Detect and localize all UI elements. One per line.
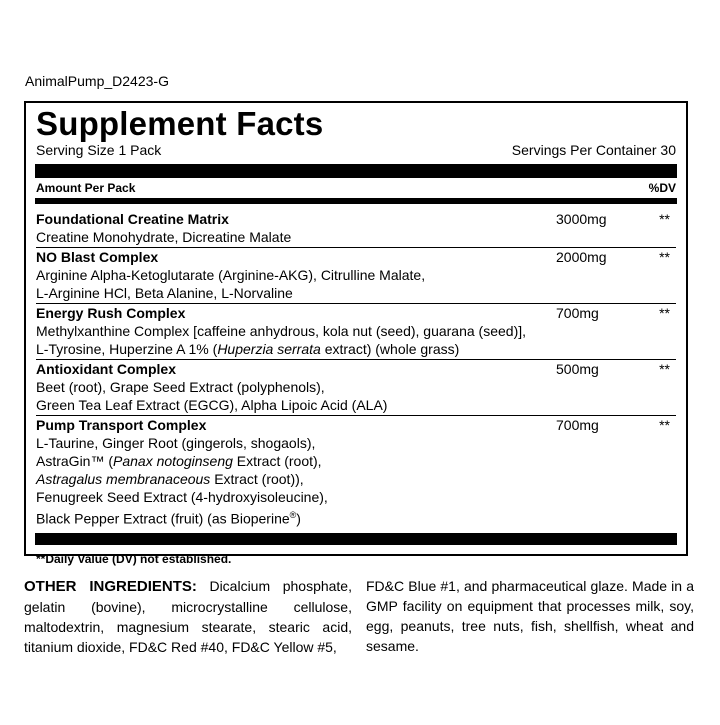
ingredient-name: Foundational Creatine Matrix xyxy=(36,211,229,227)
detail-text: AstraGin™ ( xyxy=(36,453,114,469)
ingredient-row xyxy=(36,416,676,529)
serving-size: Serving Size 1 Pack xyxy=(36,142,162,158)
ingredient-name: Antioxidant Complex xyxy=(36,361,177,377)
other-ingredients xyxy=(24,576,694,657)
ingredient-detail-line xyxy=(36,452,676,470)
detail-text: Panax notoginseng xyxy=(113,453,233,469)
ingredient-detail-line xyxy=(36,488,676,506)
detail-text: ) xyxy=(296,510,301,527)
detail-text: Creatine Monohydrate, Dicreatine Malate xyxy=(36,229,292,245)
footnote: **Daily Value (DV) not established. xyxy=(36,551,232,566)
other-ingredients-col2: FD&C Blue #1, and pharmaceutical glaze. Made in a GMP facility on equipment that processes milk, soy, egg, peanuts, tree nuts, fish, shellfish, wheat and sesame. xyxy=(366,578,694,654)
ingredient-detail-line xyxy=(36,340,676,358)
supplement-facts-panel xyxy=(24,101,688,566)
ingredient-detail-line xyxy=(36,284,676,302)
detail-text: Methylxanthine Complex [caffeine anhydrous, kola nut (seed), guarana (seed)], xyxy=(36,323,527,339)
ingredient-amount: 700mg xyxy=(556,417,599,433)
amount-header: Amount Per Pack xyxy=(36,181,136,195)
ingredient-name: Pump Transport Complex xyxy=(36,417,207,433)
detail-text: Black Pepper Extract (fruit) (as Bioperine xyxy=(36,510,290,527)
ingredient-amount: 3000mg xyxy=(556,211,607,227)
ingredient-name: Energy Rush Complex xyxy=(36,305,186,321)
ingredient-amount: 700mg xyxy=(556,305,599,321)
detail-text: extract) (whole grass) xyxy=(320,341,460,357)
ingredient-dv: ** xyxy=(659,361,670,377)
ingredient-row xyxy=(36,304,676,360)
thick-divider xyxy=(35,533,677,545)
ingredient-dv: ** xyxy=(659,249,670,265)
other-ingredients-text-1: Dicalcium phosphate, gelatin (bovine), microcrystalline cellulose, maltodextrin, magnesium stearate, stearic acid, titanium dioxide, FD&C Red #40, FD&C Yellow #5, xyxy=(24,578,352,655)
ingredient-detail-line xyxy=(36,266,676,284)
detail-text: Green Tea Leaf Extract (EGCG), Alpha Lipoic Acid (ALA) xyxy=(36,397,388,413)
ingredient-dv: ** xyxy=(659,417,670,433)
servings-per-container: Servings Per Container 30 xyxy=(511,142,676,158)
ingredient-amount: 2000mg xyxy=(556,249,607,265)
panel-title: Supplement Facts xyxy=(36,105,324,142)
detail-text: Extract (root)), xyxy=(210,471,304,487)
ingredient-detail-line xyxy=(36,434,676,452)
ingredient-row xyxy=(36,360,676,416)
other-ingredients-col1 xyxy=(24,576,352,657)
detail-text: Beet (root), Grape Seed Extract (polyphenols), xyxy=(36,379,325,395)
other-ingredients-label: OTHER INGREDIENTS: xyxy=(24,578,197,595)
ingredient-rows xyxy=(36,210,676,529)
detail-text: L-Tyrosine, Huperzine A 1% ( xyxy=(36,341,218,357)
ingredient-detail-line xyxy=(36,322,676,340)
detail-text: L-Taurine, Ginger Root (gingerols, shogaols), xyxy=(36,435,316,451)
dv-header: %DV xyxy=(648,181,676,195)
detail-text: Huperzia serrata xyxy=(217,341,321,357)
detail-text: L-Arginine HCl, Beta Alanine, L-Norvaline xyxy=(36,285,293,301)
detail-text: Extract (root), xyxy=(232,453,322,469)
product-code: AnimalPump_D2423-G xyxy=(25,73,169,89)
ingredient-dv: ** xyxy=(659,305,670,321)
ingredient-detail-line xyxy=(36,506,676,528)
ingredient-detail-line xyxy=(36,396,676,414)
column-header xyxy=(36,178,676,198)
ingredient-amount: 500mg xyxy=(556,361,599,377)
thick-divider xyxy=(35,164,677,178)
ingredient-detail-line xyxy=(36,470,676,488)
medium-divider xyxy=(35,198,677,204)
ingredient-detail-line xyxy=(36,378,676,396)
ingredient-dv: ** xyxy=(659,211,670,227)
ingredient-detail-line xyxy=(36,228,676,246)
ingredient-name: NO Blast Complex xyxy=(36,249,159,265)
serving-info xyxy=(36,142,676,158)
detail-text: ® xyxy=(289,510,297,520)
ingredient-row xyxy=(36,210,676,248)
detail-text: Fenugreek Seed Extract (4-hydroxyisoleucine), xyxy=(36,489,328,505)
detail-text: Astragalus membranaceous xyxy=(36,471,211,487)
ingredient-row xyxy=(36,248,676,304)
detail-text: Arginine Alpha-Ketoglutarate (Arginine-AKG), Citrulline Malate, xyxy=(36,267,426,283)
